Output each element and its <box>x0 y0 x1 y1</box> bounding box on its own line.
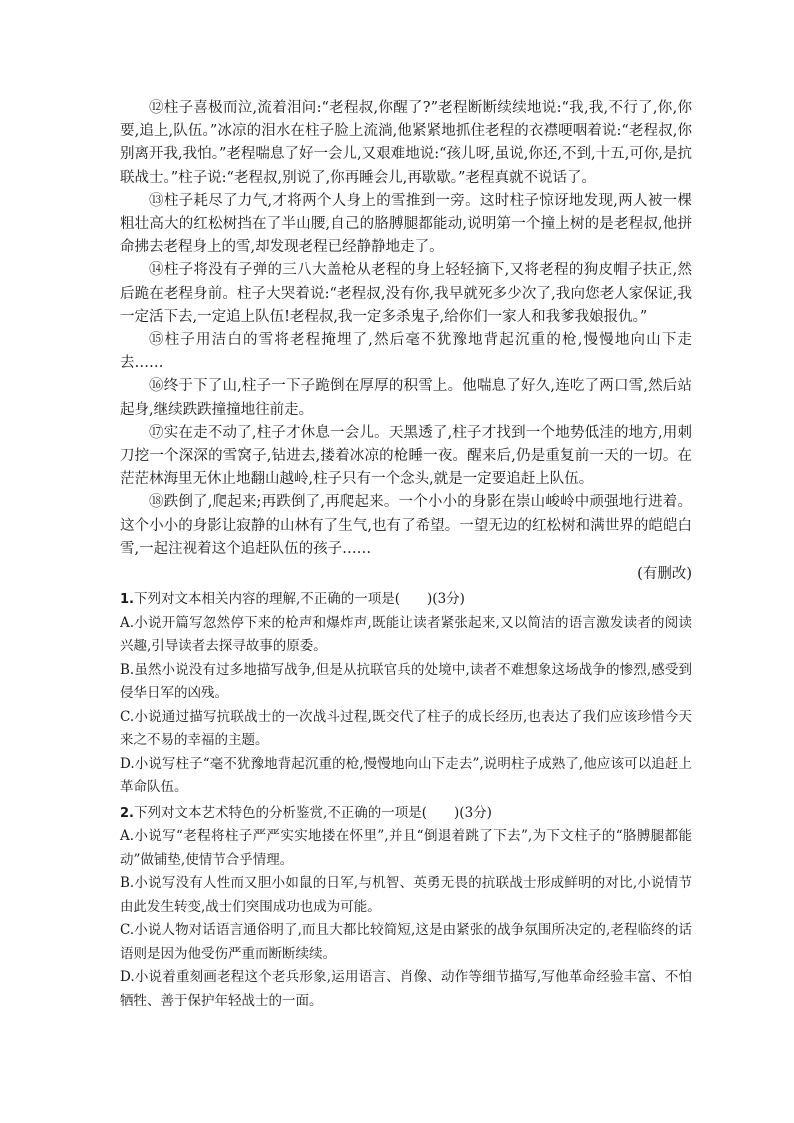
option-b: B.虽然小说没有过多地描写战争,但是从抗联官兵的处境中,读者不难想象这场战争的惨烈,感受到侵华日军的凶残。 <box>120 661 692 702</box>
passage-paragraph-16: ⑯终于下了山,柱子一下子跪倒在厚厚的积雪上。他喘息了好久,连吃了两口雪,然后站起身,继续跌跌撞撞地往前走。 <box>120 378 692 418</box>
question-1 <box>120 588 692 800</box>
option-d: D.小说写柱子“毫不犹豫地背起沉重的枪,慢慢地向山下走去”,说明柱子成熟了,他应该可以追赶上革命队伍。 <box>120 755 692 796</box>
passage-paragraph-15: ⑮柱子用洁白的雪将老程掩埋了,然后毫不犹豫地背起沉重的枪,慢慢地向山下走去…… <box>120 332 692 372</box>
source-note: (有删改) <box>637 566 692 583</box>
option-d: D.小说着重刻画老程这个老兵形象,运用语言、肖像、动作等细节描写,写他革命经验丰富、不怕牺牲、善于保护年轻战士的一面。 <box>120 969 692 1009</box>
option-a: A.小说写“老程将柱子严严实实地搂在怀里”,并且“倒退着跳了下去”,为下文柱子的“胳膊腿都能动”做铺垫,使情节合乎情理。 <box>120 828 692 868</box>
passage-paragraph-14: ⑭柱子将没有子弹的三八大盖枪从老程的身上轻轻摘下,又将老程的狗皮帽子扶正,然后跪在老程身前。柱子大哭着说:“老程叔,没有你,我早就死多少次了,我向您老人家保证,我一定活下去,一定追上队伍!老程叔,我一定多杀鬼子,给你们一家人和我爹我娘报仇。” <box>120 262 692 325</box>
option-b: B.小说写没有人性而又胆小如鼠的日军,与机智、英勇无畏的抗联战士形成鲜明的对比,小说情节由此发生转变,战士们突围成功也成为可能。 <box>120 875 692 915</box>
question-number: 2. <box>120 805 134 821</box>
reading-passage <box>120 97 692 586</box>
question-text: 下列对文本相关内容的理解,不正确的一项是( )(3分) <box>133 591 465 608</box>
option-c: C.小说人物对话语言通俗明了,而且大都比较简短,这是由紧张的战争氛围所决定的,老程临终的话语则是因为他受伤严重而断断续续。 <box>120 922 692 962</box>
question-stem <box>120 588 692 612</box>
question-2 <box>120 802 692 1014</box>
passage-paragraph-13: ⑬柱子耗尽了力气,才将两个人身上的雪推到一旁。这时柱子惊讶地发现,两人被一棵粗壮高大的红松树挡在了半山腰,自己的胳膊腿都能动,说明第一个撞上树的是老程叔,他拼命拂去老程身上的雪,却发现老程已经静静地走了。 <box>120 192 692 256</box>
option-c: C.小说通过描写抗联战士的一次战斗过程,既交代了柱子的成长经历,也表达了我们应该珍惜今天来之不易的幸福的主题。 <box>120 708 692 749</box>
passage-paragraph-17: ⑰实在走不动了,柱子才休息一会儿。天黑透了,柱子才找到一个地势低洼的地方,用刺刀挖一个深深的雪窝子,钻进去,搂着冰凉的枪睡一夜。醒来后,仍是重复前一天的一切。在茫茫林海里无休止地翻山越岭,柱子只有一个念头,就是一定要追赶上队伍。 <box>120 424 692 488</box>
question-stem <box>120 802 692 826</box>
passage-paragraph-18: ⑱跌倒了,爬起来;再跌倒了,再爬起来。一个小小的身影在崇山峻岭中顽强地行进着。这个小小的身影让寂静的山林有了生气,也有了希望。一望无边的红松树和满世界的皑皑白雪,一起注视着这个追赶队伍的孩子…… <box>120 494 692 557</box>
question-number: 1. <box>120 592 134 608</box>
option-a: A.小说开篇写忽然停下来的枪声和爆炸声,既能让读者紧张起来,又以简洁的语言激发读者的阅读兴趣,引导读者去探寻故事的原委。 <box>120 614 692 655</box>
passage-paragraph-12: ⑫柱子喜极而泣,流着泪问:“老程叔,你醒了?”老程断断续续地说:“我,我,不行了,你,你要,追上,队伍。”冰凉的泪水在柱子脸上流淌,他紧紧地抓住老程的衣襟哽咽着说:“老程叔,你别离开我,我怕。”老程喘息了好一会儿,又艰难地说:“孩儿呀,虽说,你还,不到,十五,可你,是抗联战士。”柱子说:“老程叔,别说了,你再睡会儿,再歇歇。”老程真就不说话了。 <box>120 100 692 186</box>
question-text: 下列对文本艺术特色的分析鉴赏,不正确的一项是( )(3分) <box>133 804 492 821</box>
page-content <box>120 97 692 1013</box>
